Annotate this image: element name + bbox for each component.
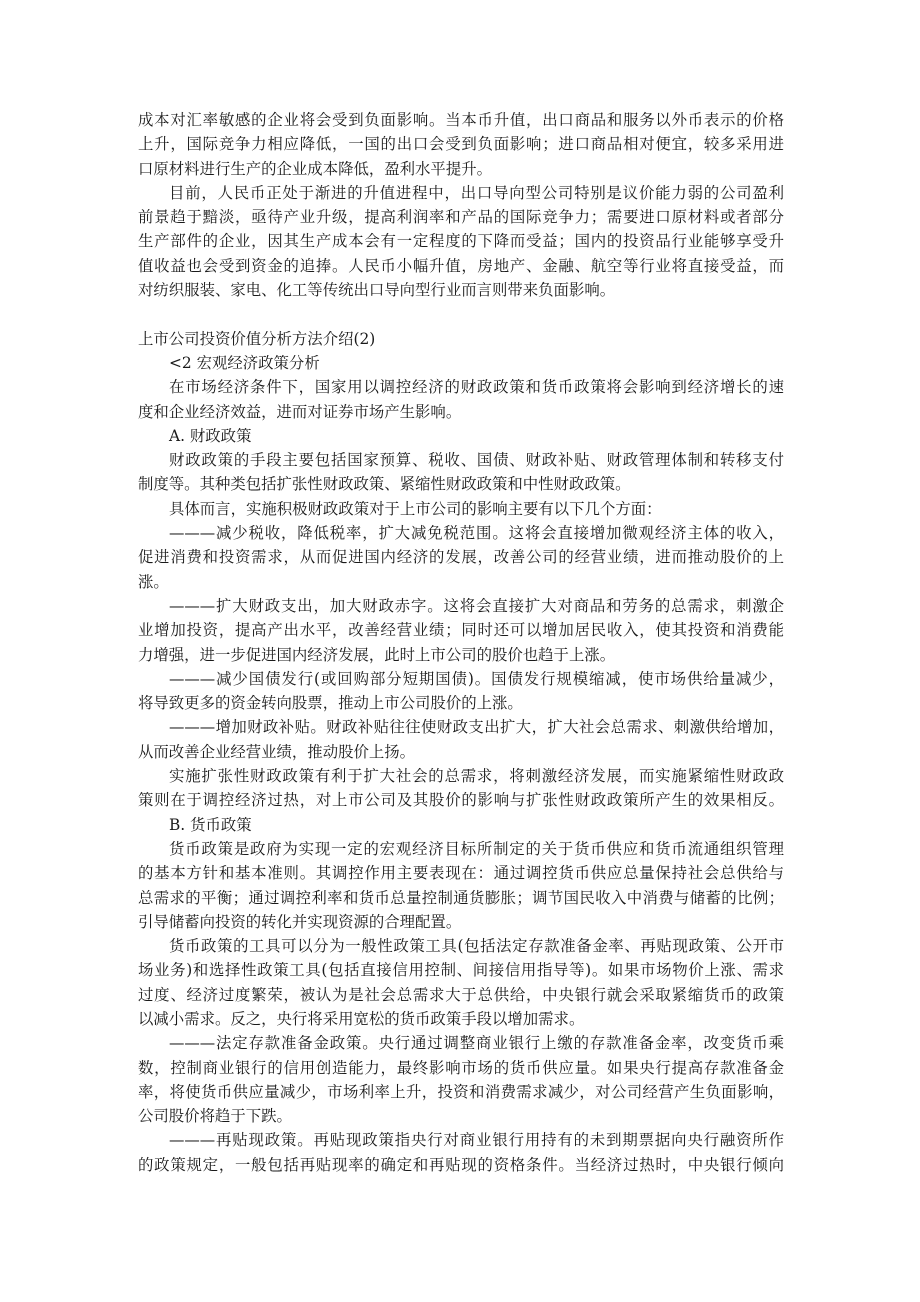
text-line: 度和企业经济效益，进而对证券市场产生影响。 [138,402,462,421]
text-line: 目前，人民币正处于渐进的升值进程中，出口导向型公司特别是议价能力弱的公司盈利 [169,183,784,202]
text-line: 率，将使货币供应量减少，市场利率上升，投资和消费需求减少，对公司经营产生负面影响， [138,1082,784,1101]
text-line: 对纺织服装、家电、化工等传统出口导向型行业而言则带来负面影响。 [138,281,616,300]
text-line: 口原材料进行生产的企业成本降低，盈利水平提升。 [138,159,492,178]
text-line: 涨。 [138,572,169,591]
text-line: ———减少税收，降低税率，扩大减免税范围。这将会直接增加微观经济主体的收入， [169,524,784,543]
text-line: 货币政策是政府为实现一定的宏观经济目标所制定的关于货币供应和货币流通组织管理 [169,839,784,858]
text-line: ———增加财政补贴。财政补贴往往使财政支出扩大，扩大社会总需求、刺激供给增加， [169,718,784,737]
text-line: 业增加投资，提高产出水平，改善经营业绩；同时还可以增加居民收入，使其投资和消费能 [138,621,784,640]
text-line: 引导储蓄向投资的转化并实现资源的合理配置。 [138,912,462,931]
blank-line [138,302,784,326]
text-line: 成本对汇率敏感的企业将会受到负面影响。当本币升值，出口商品和服务以外币表示的价格 [138,111,784,129]
text-line: <2 宏观经济政策分析 [169,353,320,372]
text-line: ———再贴现政策。再贴现政策指央行对商业银行用持有的未到期票据向央行融资所作 [169,1131,784,1150]
text-line: B. 货币政策 [169,815,252,834]
text-line: 前景趋于黯淡，亟待产业升级，提高利润率和产品的国际竞争力；需要进口原材料或者部分 [138,208,784,227]
text-line: 的基本方针和基本准则。其调控作用主要表现在：通过调控货币供应总量保持社会总供给与 [138,864,784,883]
text-line: 值收益也会受到资金的追捧。人民币小幅升值，房地产、金融、航空等行业将直接受益，而 [138,256,784,275]
text-line: 策则在于调控经济过热，对上市公司及其股价的影响与扩张性财政政策所产生的效果相反。 [138,791,784,810]
text-line: 场业务)和选择性政策工具(包括直接信用控制、间接信用指导等)。如果市场物价上涨、需求 [138,961,784,980]
text-line: 总需求的平衡；通过调控利率和货币总量控制通货膨胀；调节国民收入中消费与储蓄的比例； [138,888,784,907]
text-line: 将导致更多的资金转向股票，推动上市公司股价的上涨。 [138,694,523,713]
text-line: 实施扩张性财政政策有利于扩大社会的总需求，将刺激经济发展，而实施紧缩性财政政 [169,767,784,786]
text-line: 货币政策的工具可以分为一般性政策工具(包括法定存款准备金率、再贴现政策、公开市 [169,937,784,956]
text-line: ———扩大财政支出，加大财政赤字。这将会直接扩大对商品和劳务的总需求，刺激企 [169,596,784,615]
text-line: 促进消费和投资需求，从而促进国内经济的发展，改善公司的经营业绩，进而推动股价的上 [138,548,784,567]
text-line: ———法定存款准备金政策。央行通过调整商业银行上缴的存款准备金率，改变货币乘 [169,1034,784,1053]
text-line: 制度等。其种类包括扩张性财政政策、紧缩性财政政策和中性财政政策。 [138,475,631,494]
text-line: ———减少国债发行(或回购部分短期国债)。国债发行规模缩减，使市场供给量减少， [169,669,784,688]
document-page [138,108,784,1177]
section-title: 上市公司投资价值分析方法介绍(2) [138,329,376,348]
text-line: 从而改善企业经营业绩，推动股价上扬。 [138,742,416,761]
text-line: 上升，国际竞争力相应降低，一国的出口会受到负面影响；进口商品相对便宜，较多采用进 [138,135,784,154]
text-line: 以减小需求。反之，央行将采用宽松的货币政策手段以增加需求。 [138,1009,585,1028]
text-line: 生产部件的企业，因其生产成本会有一定程度的下降而受益；国内的投资品行业能够享受升 [138,232,784,251]
text-line: 公司股价将趋于下跌。 [138,1107,292,1126]
text-line: 在市场经济条件下，国家用以调控经济的财政政策和货币政策将会影响到经济增长的速 [169,378,784,397]
text-line: 具体而言，实施积极财政政策对于上市公司的影响主要有以下几个方面： [169,499,662,518]
text-line: 力增强，进一步促进国内经济发展，此时上市公司的股价也趋于上涨。 [138,645,616,664]
text-line: 数，控制商业银行的信用创造能力，最终影响市场的货币供应量。如果央行提高存款准备金 [138,1058,784,1077]
text-line: 过度、经济过度繁荣，被认为是社会总需求大于总供给，中央银行就会采取紧缩货币的政策 [138,985,784,1004]
text-line: A. 财政政策 [169,426,252,445]
text-line: 的政策规定，一般包括再贴现率的确定和再贴现的资格条件。当经济过热时，中央银行倾向 [138,1155,784,1174]
text-line: 财政政策的手段主要包括国家预算、税收、国债、财政补贴、财政管理体制和转移支付 [169,451,784,470]
